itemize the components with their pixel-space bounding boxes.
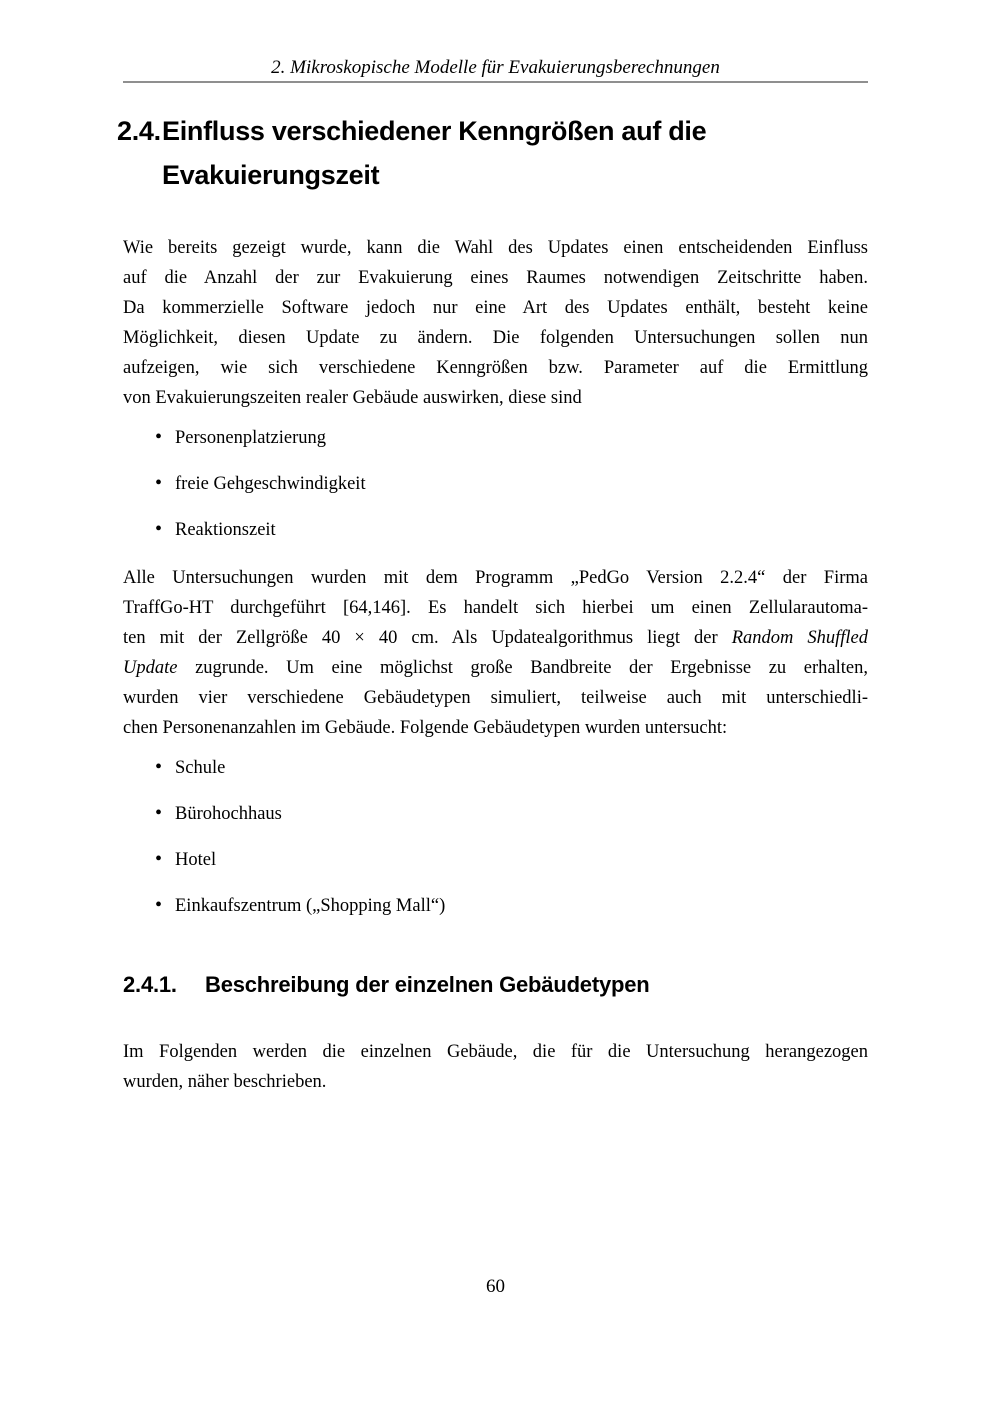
list-item-label: Bürohochhaus [175, 804, 282, 824]
bullet-icon: • [155, 518, 163, 540]
subsection-title: Beschreibung der einzelnen Gebäudetypen [205, 972, 650, 997]
text-line: Da kommerzielle Software jedoch nur eine Art des Updates enthält, besteht keine [123, 298, 868, 318]
list-item [123, 845, 868, 875]
paragraph [123, 233, 868, 413]
list-item [123, 799, 868, 829]
section-title-line-1: Einfluss verschiedener Kenngrößen auf die [162, 116, 707, 146]
text-line: Im Folgenden werden die einzelnen Gebäude, die für die Untersuchung herangezogen [123, 1042, 868, 1062]
list-item [123, 891, 868, 921]
bullet-icon: • [155, 472, 163, 494]
bullet-list-building-types [123, 753, 868, 921]
bullet-list-parameters [123, 423, 868, 545]
list-item-label: Hotel [175, 850, 217, 870]
text-line: wurden vier verschiedene Gebäudetypen simuliert, teilweise auch mit unterschiedli- [123, 688, 868, 708]
bullet-icon: • [155, 802, 163, 824]
subsection-heading [123, 970, 868, 1000]
list-item-label: freie Gehgeschwindigkeit [175, 474, 366, 494]
section-heading [117, 109, 868, 197]
text-column [117, 0, 868, 1414]
list-item [123, 469, 868, 499]
bullet-icon: • [155, 426, 163, 448]
list-item-label: Personenplatzierung [175, 428, 327, 448]
list-item [123, 515, 868, 545]
section-title-line-2: Evakuierungszeit [162, 160, 380, 190]
section-number: 2.4. [117, 116, 161, 146]
list-item-label: Einkaufszentrum („Shopping Mall“) [175, 896, 446, 916]
list-item-label: Reaktionszeit [175, 520, 276, 540]
text-line: Wie bereits gezeigt wurde, kann die Wahl des Updates einen entscheidenden Einfluss [123, 238, 868, 258]
text-line: chen Personenanzahlen im Gebäude. Folgende Gebäudetypen wurden untersucht: [123, 718, 728, 738]
paragraph [123, 1037, 868, 1097]
list-item [123, 423, 868, 453]
text-line: ten mit der Zellgröße 40 × 40 cm. Als Updatealgorithmus liegt der Random Shuffled [123, 628, 868, 648]
bullet-icon: • [155, 848, 163, 870]
list-item [123, 753, 868, 783]
subsection-number: 2.4.1. [123, 972, 177, 997]
paragraph [123, 563, 868, 743]
bullet-icon: • [155, 756, 163, 778]
text-line: Möglichkeit, diesen Update zu ändern. Die folgenden Untersuchungen sollen nun [123, 328, 868, 348]
bullet-icon: • [155, 894, 163, 916]
text-line: aufzeigen, wie sich verschiedene Kenngrößen bzw. Parameter auf die Ermittlung [123, 358, 868, 378]
text-line: auf die Anzahl der zur Evakuierung eines Raumes notwendigen Zeitschritte haben. [123, 268, 868, 288]
text-line: von Evakuierungszeiten realer Gebäude auswirken, diese sind [123, 388, 582, 408]
header-rule [123, 81, 868, 83]
text-line: Update zugrunde. Um eine möglichst große Bandbreite der Ergebnisse zu erhalten, [123, 658, 868, 678]
text-line: TraffGo-HT durchgeführt [64,146]. Es handelt sich hierbei um einen Zellularautoma- [123, 598, 868, 618]
page-number: 60 [486, 1276, 505, 1297]
text-line: Alle Untersuchungen wurden mit dem Programm „PedGo Version 2.2.4“ der Firma [123, 568, 868, 588]
text-line: wurden, näher beschrieben. [123, 1072, 327, 1092]
running-header: 2. Mikroskopische Modelle für Evakuierungsberechnungen [271, 57, 720, 78]
list-item-label: Schule [175, 758, 226, 778]
